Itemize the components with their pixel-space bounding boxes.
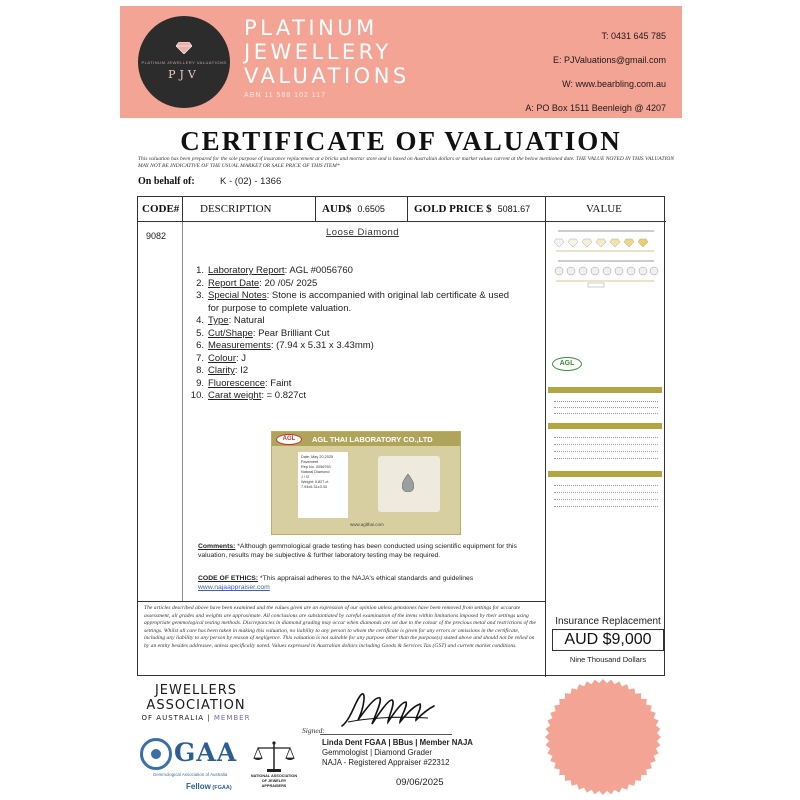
signature-image bbox=[338, 688, 438, 732]
appraiser-block bbox=[322, 738, 473, 768]
report-line bbox=[554, 437, 658, 438]
report-line bbox=[554, 401, 658, 402]
report-section-bar bbox=[548, 387, 662, 393]
report-section-bar bbox=[548, 471, 662, 477]
list-item: 1. Laboratory Report : AGL #0056760 bbox=[196, 265, 353, 276]
comments-label: Comments: bbox=[198, 543, 236, 550]
brand-name bbox=[244, 16, 410, 88]
report-line bbox=[554, 458, 658, 459]
item-code: 9082 bbox=[146, 231, 167, 241]
list-item: 2. Report Date : 20 /05/ 2025 bbox=[196, 277, 318, 289]
contact-website: W: www.bearbling.com.au bbox=[562, 79, 666, 89]
gaa-subtitle: Gemmological Association of Australia bbox=[152, 772, 228, 777]
header-description: DESCRIPTION bbox=[200, 203, 272, 215]
logo-monogram: PJV bbox=[168, 68, 200, 81]
gaa-emblem-icon bbox=[140, 738, 172, 770]
naja-link[interactable]: www.najaappraiser.com bbox=[198, 584, 270, 591]
naja-text: NATIONAL ASSOCIATION OF JEWELRY APPRAISERS bbox=[250, 774, 298, 788]
appraiser-title-1: Gemmologist | Diamond Grader bbox=[322, 748, 432, 757]
comments-text: *Although gemmological grade testing has been conducted using scientific equipment for this valuation, results may be subjective & further laboratory testing may be required. bbox=[198, 543, 517, 559]
scales-of-justice-icon bbox=[250, 740, 298, 774]
ethics-text: *This appraisal adheres to the NAJA's ethical standards and guidelines bbox=[258, 575, 474, 582]
row-divider bbox=[138, 601, 546, 602]
column-divider bbox=[407, 197, 408, 221]
list-item: 6. Measurements : (7.94 x 5.31 x 3.43mm) bbox=[196, 340, 374, 351]
comments-block bbox=[198, 542, 543, 560]
lab-name: AGL THAI LABORATORY CO.,LTD bbox=[312, 435, 433, 444]
report-line bbox=[554, 444, 658, 445]
report-line bbox=[554, 407, 658, 408]
report-line bbox=[554, 485, 658, 486]
insurance-amount: AUD $9,000 bbox=[552, 629, 664, 651]
logo-ring-text: PLATINUM JEWELLERY VALUATIONS bbox=[141, 60, 227, 65]
report-line bbox=[554, 413, 658, 414]
lab-info-line: Natural Diamond bbox=[301, 470, 330, 474]
lab-info-line: 7.94x5.31x3.43 bbox=[301, 485, 327, 489]
lab-info-line: Pavement bbox=[301, 460, 319, 464]
valuation-table bbox=[137, 196, 665, 676]
brand-line-2: JEWELLERY bbox=[244, 40, 392, 64]
list-item: 8. Clarity : I2 bbox=[196, 365, 249, 376]
lab-card-info bbox=[298, 452, 348, 518]
header-value: VALUE bbox=[586, 203, 622, 215]
list-item: 10. Carat weight : = 0.827ct bbox=[190, 390, 306, 401]
agl-logo: AGL bbox=[552, 357, 582, 371]
list-item: 4. Type : Natural bbox=[196, 315, 265, 326]
foil-seal-icon bbox=[542, 676, 664, 798]
report-section-bar bbox=[548, 423, 662, 429]
item-title: Loose Diamond bbox=[326, 227, 400, 238]
column-divider bbox=[182, 197, 183, 221]
ja-line-2: ASSOCIATION bbox=[146, 698, 246, 713]
jewellers-association-logo bbox=[140, 683, 252, 723]
report-line bbox=[554, 492, 658, 493]
column-divider bbox=[182, 221, 183, 601]
company-logo bbox=[138, 16, 230, 108]
item-details-list bbox=[188, 265, 509, 403]
list-item: 7. Colour : J bbox=[196, 352, 247, 364]
list-item: 9. Fluorescence : Faint bbox=[196, 377, 292, 389]
header-code: CODE# bbox=[142, 203, 180, 215]
diamond-icon bbox=[176, 42, 192, 54]
insurance-label: Insurance Replacement bbox=[555, 616, 661, 627]
insurance-amount-words: Nine Thousand Dollars bbox=[569, 655, 647, 664]
appraiser-name: Linda Dent FGAA | BBus | Member NAJA bbox=[322, 738, 473, 747]
contact-address: A: PO Box 1511 Beenleigh @ 4207 bbox=[525, 103, 666, 113]
gaa-wordmark: GAA bbox=[174, 738, 238, 767]
signed-label: Signed: bbox=[302, 726, 325, 735]
column-divider bbox=[545, 197, 546, 677]
contact-block bbox=[525, 24, 666, 120]
list-item: 5. Cut/Shape : Pear Brilliant Cut bbox=[196, 327, 330, 339]
contact-phone: T: 0431 645 785 bbox=[601, 31, 666, 41]
brand-line-3: VALUATIONS bbox=[244, 64, 410, 88]
letterhead-banner bbox=[120, 6, 682, 118]
legal-terms: The articles described above have been examined and the values given are an expression of our opinion unless gemstones have been removed from settings for accurate assessment, all grades and weights are approximate. All conclusions are substantiated by careful examination of the items within limitations imposed by their settings using appropriate gemmological testing methods. Discrepancies in diamond grading may occur when diamonds are set due to the colour of the precious metal and restrictions of the settings. Whilst all care has been taken in making this valuation, no liability to any person to whom the certificate is given for any errors or omissions in the certificate, including any liability to any person by reason of negligence. This valuation is not suitable for any purpose other than the purpose(s) stated above and should not be relied on by an entity besides addressee, unless specifically noted. Values expressed in Australian dollars including Goods & Services Tax (GST) and current market conditions. bbox=[144, 605, 537, 649]
naja-logo bbox=[250, 740, 298, 796]
valuation-date: 09/06/2025 bbox=[396, 777, 444, 788]
row-divider bbox=[138, 221, 666, 222]
header-gold-price: GOLD PRICE $ 5081.67 bbox=[414, 203, 531, 215]
valuation-disclaimer: This valuation has been prepared for the sole purpose of insurance replacement at a bricks and mortar store and is based on Australian dollars or market values current at the below mentioned date. THE VALUE NOTED IN THIS VALUATION MAY NOT BE INDICATIVE OF THE USUAL MARKET OR SALE PRICE OF THIS ITEM* bbox=[138, 156, 675, 169]
list-item-continuation: for purpose to complete valuation. bbox=[208, 302, 352, 314]
ja-line-1: JEWELLERS bbox=[154, 683, 238, 698]
list-item: 3. Special Notes : Stone is accompanied with original lab certificate & used bbox=[196, 290, 510, 301]
gaa-logo bbox=[140, 738, 240, 794]
report-line bbox=[554, 506, 658, 507]
ja-line-3: OF AUSTRALIA | MEMBER bbox=[141, 714, 251, 722]
agl-logo: AGL bbox=[276, 434, 302, 445]
header-aud: AUD$ 0.6505 bbox=[322, 203, 385, 215]
report-line bbox=[554, 499, 658, 500]
lab-report-sheet bbox=[548, 357, 662, 533]
contact-email: E: PJValuations@gmail.com bbox=[552, 55, 666, 65]
column-divider bbox=[315, 197, 316, 221]
ethics-label: CODE OF ETHICS: bbox=[198, 575, 259, 582]
on-behalf-label: On behalf of: bbox=[138, 176, 195, 187]
ethics-block bbox=[198, 574, 543, 592]
lab-url: www.aglthai.com bbox=[350, 522, 384, 527]
lab-certificate-card bbox=[271, 431, 461, 535]
appraiser-title-2: NAJA - Registered Appraiser #22312 bbox=[322, 758, 450, 767]
certificate-title: CERTIFICATE OF VALUATION bbox=[180, 126, 622, 156]
abn-number: ABN 11 588 102 117 bbox=[244, 92, 326, 99]
report-line bbox=[554, 451, 658, 452]
lab-info-line: Date: May 20,2025 bbox=[301, 455, 334, 459]
pear-diamond-icon bbox=[402, 474, 414, 492]
gaa-fellow: Fellow (FGAA) bbox=[186, 782, 232, 791]
grading-scale-chart bbox=[550, 227, 662, 291]
lab-info-line: J / I2 bbox=[301, 475, 310, 479]
lab-info-line: Rep No. 0056760 bbox=[301, 465, 331, 469]
lab-info-line: Weight: 0.827 ct bbox=[301, 480, 329, 484]
on-behalf-value: K - (02) - 1366 bbox=[220, 176, 282, 187]
brand-line-1: PLATINUM bbox=[244, 16, 378, 40]
stone-window bbox=[378, 456, 440, 512]
signature-line bbox=[320, 734, 452, 735]
